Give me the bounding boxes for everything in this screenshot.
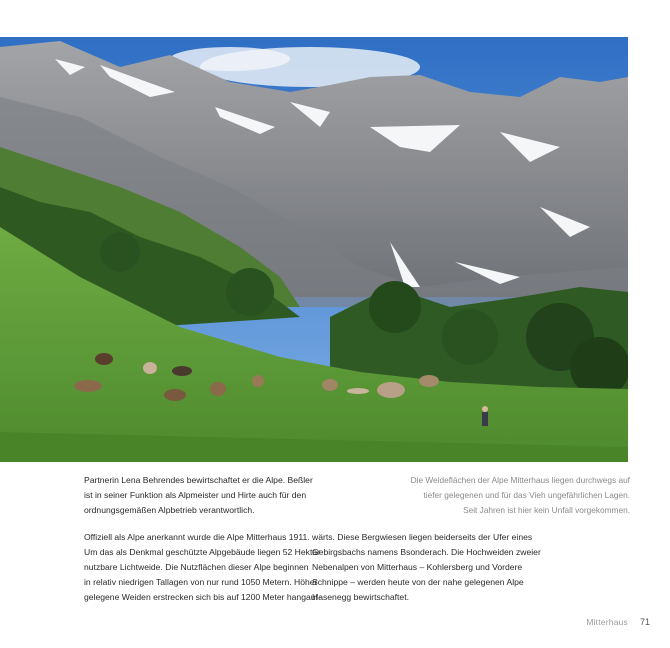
page-number: 71 — [640, 617, 651, 627]
body-line: Schnippe – werden heute von der nahe gelegenen Alpe — [312, 577, 524, 587]
body-line: Nebenalpen von Mitterhaus – Kohlersberg und Vordere — [312, 562, 523, 572]
body-line: Gebirgsbachs namens Bsonderach. Die Hochweiden zweier — [312, 547, 541, 557]
caption-line: tiefer gelegenen und für das Vieh ungefährlichen Lagen. — [423, 490, 630, 500]
photo-caption — [405, 473, 630, 518]
body-line: Um das als Denkmal geschützte Alpgebäude liegen 52 Hektar — [84, 547, 320, 557]
caption-line: Seit Jahren ist hier kein Unfall vorgekommen. — [463, 505, 630, 515]
body-line: nutzbare Lichtweide. Die Nutzflächen dieser Alpe beginnen — [84, 562, 309, 572]
body-line: wärts. Diese Bergwiesen liegen beiderseits der Ufer eines — [312, 532, 533, 542]
body-paragraph-left — [84, 530, 321, 605]
caption-line: Die Weideflächen der Alpe Mitterhaus liegen durchwegs auf — [410, 475, 630, 485]
body-paragraph-right — [312, 530, 541, 605]
landscape-photo — [0, 37, 628, 462]
intro-line: ist in seiner Funktion als Alpmeister und Hirte auch für den — [84, 490, 307, 500]
body-line: Offiziell als Alpe anerkannt wurde die Alpe Mitterhaus 1911. — [84, 532, 310, 542]
intro-paragraph — [84, 473, 313, 518]
intro-line: ordnungsgemäßen Alpbetrieb verantwortlich. — [84, 505, 255, 515]
body-line: gelegene Weiden erstrecken sich bis auf 1200 Meter hangauf- — [84, 592, 321, 602]
body-line: in relativ niedrigen Tallagen von nur rund 1050 Metern. Höher — [84, 577, 318, 587]
running-footer-section: Mitterhaus — [586, 617, 628, 627]
intro-line: Partnerin Lena Behrendes bewirtschaftet er die Alpe. Beßler — [84, 475, 313, 485]
body-line: Hasenegg bewirtschaftet. — [312, 592, 409, 602]
